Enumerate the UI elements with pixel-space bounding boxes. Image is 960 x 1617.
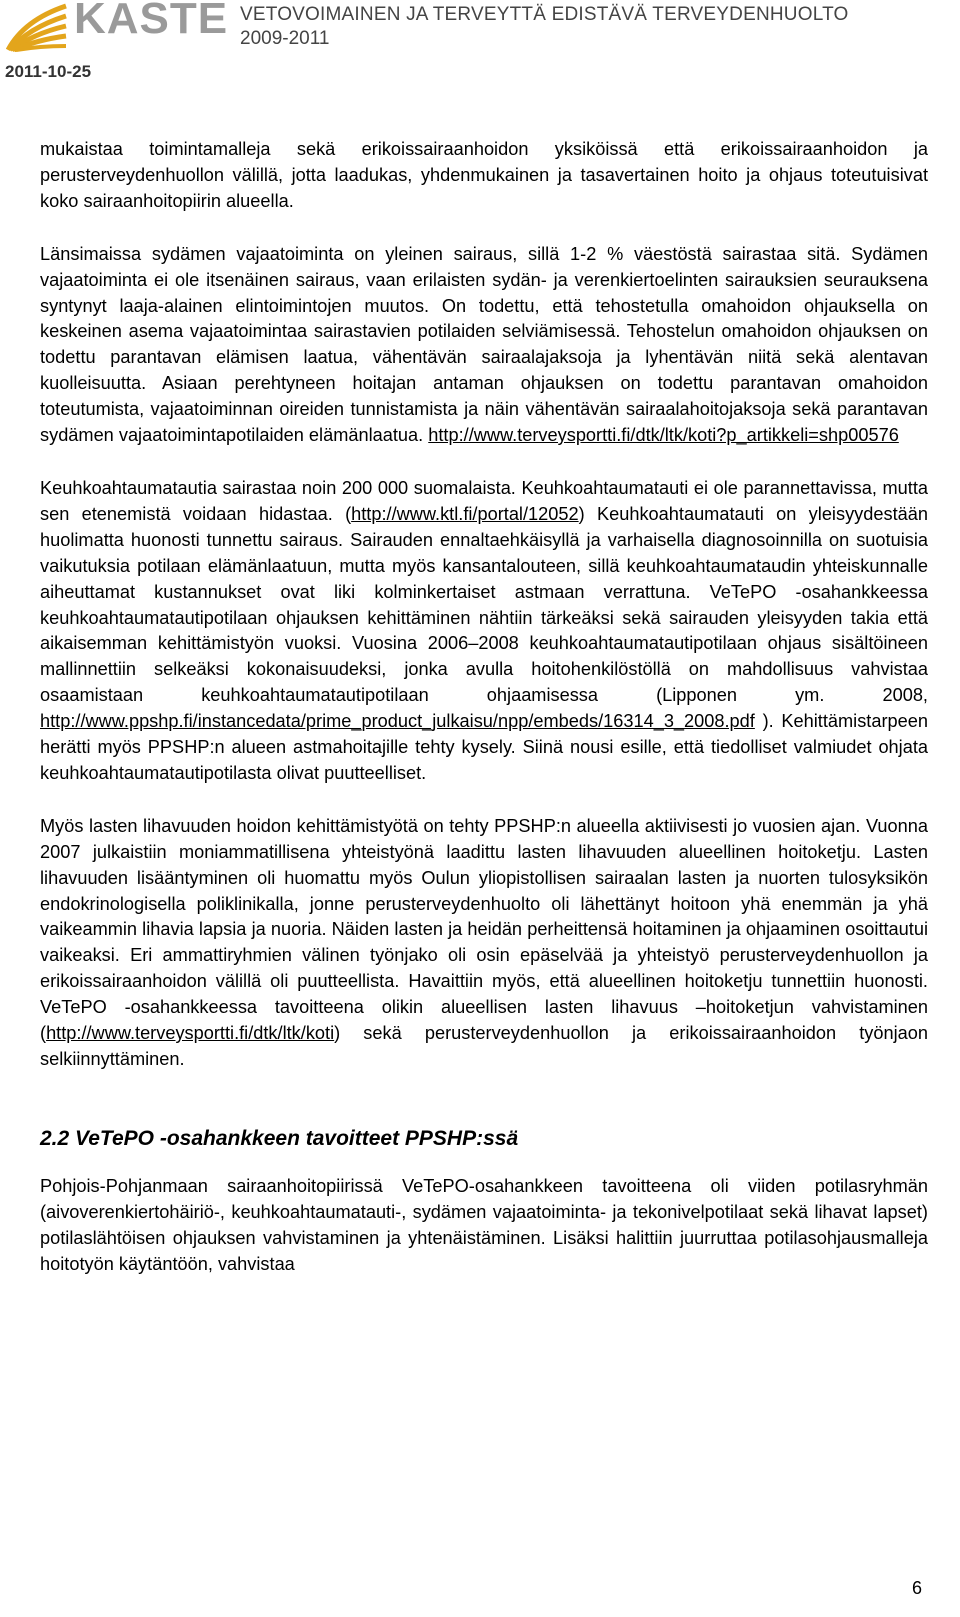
paragraph-text: Keuhkoahtaumatautia sairastaa noin 200 000 suomalaista. Keuhkoahtaumatauti ei ole parannettavissa, mutta sen etenemistä voidaan hidastaa. ( xyxy=(40,477,928,524)
header-date: 2011-10-25 xyxy=(5,62,92,81)
paragraph xyxy=(40,814,928,1073)
paragraph xyxy=(40,476,928,787)
section-paragraph: Pohjois-Pohjanmaan sairaanhoitopiirissä VeTePO-osahankkeen tavoitteena oli viiden potilasryhmän (aivoverenkiertohäiriö-, keuhkoahtaumatauti-, sydämen vajaatoiminta- ja tekonivelpotilaat sekä lihavat lapset) potilaslähtöisen ohjauksen vahvistaminen ja yhtenäistäminen. Lisäksi halittiin juurruttaa potilasohjausmalleja hoitotyön käytäntöön, vahvistaa xyxy=(40,1175,928,1274)
header-title: VETOVOIMAINEN JA TERVEYTTÄ EDISTÄVÄ TERVEYDENHUOLTO xyxy=(240,4,849,25)
paragraph-text: ) sekä perusterveydenhuollon ja erikoissairaanhoidon työnjaon selkiinnyttäminen. xyxy=(40,1023,928,1069)
paragraph-text: Länsimaissa sydämen vajaatoiminta on yleinen sairaus, sillä 1-2 % väestöstä sairastaa sitä. Sydämen vajaatoiminta ei ole itsenäinen sairaus, vaan erilaisten sydän- ja verenkiertoelinten sairauksien seurauksena syntynyt laaja-alainen elintoimintojen muutos. On todettu, että tehostetulla omahoidon ohjauksella on keskeinen asema vajaatoimintaa sairastavien potilaiden selviämisessä. Tehostelun omahoidon ohjauksen on todettu parantavan elämisen laatua, vähentävän sairaalajaksoja ja lyhentävän niitä sekä alentavan kuolleisuutta. Asiaan perehtyneen hoitajan antaman ohjauksen on todettu parantavan omahoidon toteutumista, vajaatoiminnan oireiden tunnistamista ja näin vähentävän sairaalahoitojaksoja sekä parantavan sydämen vajaatoimintapotilaiden elämänlaatua. xyxy=(40,243,928,446)
section-heading: 2.2 VeTePO -osahankkeen tavoitteet PPSHP:ssä xyxy=(40,1126,519,1150)
header-years: 2009-2011 xyxy=(240,28,330,49)
hyperlink[interactable]: http://www.terveysportti.fi/dtk/ltk/koti?p_artikkeli=shp00576 xyxy=(428,425,899,446)
paragraph-text: Myös lasten lihavuuden hoidon kehittämistyötä on tehty PPSHP:n alueella aktiivisesti jo vuosien ajan. Vuonna 2007 julkaistiin moniammatillisena yhteistyönä laadittu lasten lihavuuden alueellinen hoitoketju. Lasten lihavuuden lisääntyminen oli huomattu myös Oulun yliopistollisen sairaalan lasten ja nuorten tulosyksikön endokrinologisella poliklinikalla, jonne perusterveydenhuolto oli lähettänyt hoitoon yhä enemmän ja yhä vaikeammin lihavia lapsia ja nuoria. Näiden lasten ja heidän perheittensä hoitaminen ja ohjaaminen osoittautui vaikeaksi. Eri ammattiryhmien välinen työnjako oli osin epäselvää ja yhteistyö perusterveydenhuollon ja erikoissairaanhoidon välillä oli puutteellista. Havaittiin myös, että alueellinen hoitoketju tunnettiin huonosti. VeTePO -osahankkeessa tavoitteena olikin alueellisen lasten lihavuus –hoitoketjun vahvistaminen ( xyxy=(40,815,928,1044)
paragraph-list xyxy=(40,137,928,1073)
hyperlink[interactable]: http://www.ktl.fi/portal/12052 xyxy=(351,503,579,524)
kaste-logo xyxy=(6,0,229,52)
paragraph xyxy=(40,242,928,449)
page-number: 6 xyxy=(912,1578,923,1598)
document-body xyxy=(40,137,928,1305)
logo-wordmark: KASTE xyxy=(74,0,229,43)
kaste-logo-icon xyxy=(6,0,70,52)
hyperlink[interactable]: http://www.ppshp.fi/instancedata/prime_product_julkaisu/npp/embeds/16314_3_2008.pdf xyxy=(40,711,755,732)
paragraph-text: mukaistaa toimintamalleja sekä erikoissairaanhoidon yksiköissä että erikoissairaanhoidon ja perusterveydenhuollon välillä, jotta laadukas, yhdenmukainen ja tasavertainen hoito ja ohjaus toteutuisivat koko sairaanhoitopiirin alueella. xyxy=(40,139,928,211)
hyperlink[interactable]: http://www.terveysportti.fi/dtk/ltk/koti xyxy=(46,1023,335,1044)
paragraph-text: ). Kehittämistarpeen herätti myös PPSHP:n alueen astmahoitajille tehty kysely. Siinä nousi esille, että tiedolliset valmiudet ohjata keuhkoahtaumatautipotilasta olivat puutteelliset. xyxy=(40,711,928,783)
paragraph xyxy=(40,137,928,215)
page-header xyxy=(0,0,960,82)
paragraph-text: ) Keuhkoahtaumatauti on yleisyydestään huolimatta huonosti tunnettu sairaus. Sairauden ennaltaehkäisyllä ja varhaisella diagnosoinnilla on suotuisia vaikutuksia potilaan elämänlaatuun, mutta myös kansantalouteen, sillä keuhkoahtaumataudin yhteiskunnalle aiheuttamat kustannukset ovat liki kolminkertaiset astmaan verrattuna. VeTePO -osahankkeessa keuhkoahtaumatautipotilaan ohjauksen kehittäminen nähtiin tärkeäksi sekä sairauden yleisyyden takia että aikaisemman kehittämistyön vuoksi. Vuosina 2006–2008 keuhkoahtaumatautipotilaan ohjaus sisältöineen mallinnettiin selkeäksi kokonaisuudeksi, jonka avulla hoitohenkilöstöllä on mahdollisuus vahvistaa osaamistaan keuhkoahtaumatautipotilaan ohjaamisessa (Lipponen ym. 2008, xyxy=(40,503,928,706)
